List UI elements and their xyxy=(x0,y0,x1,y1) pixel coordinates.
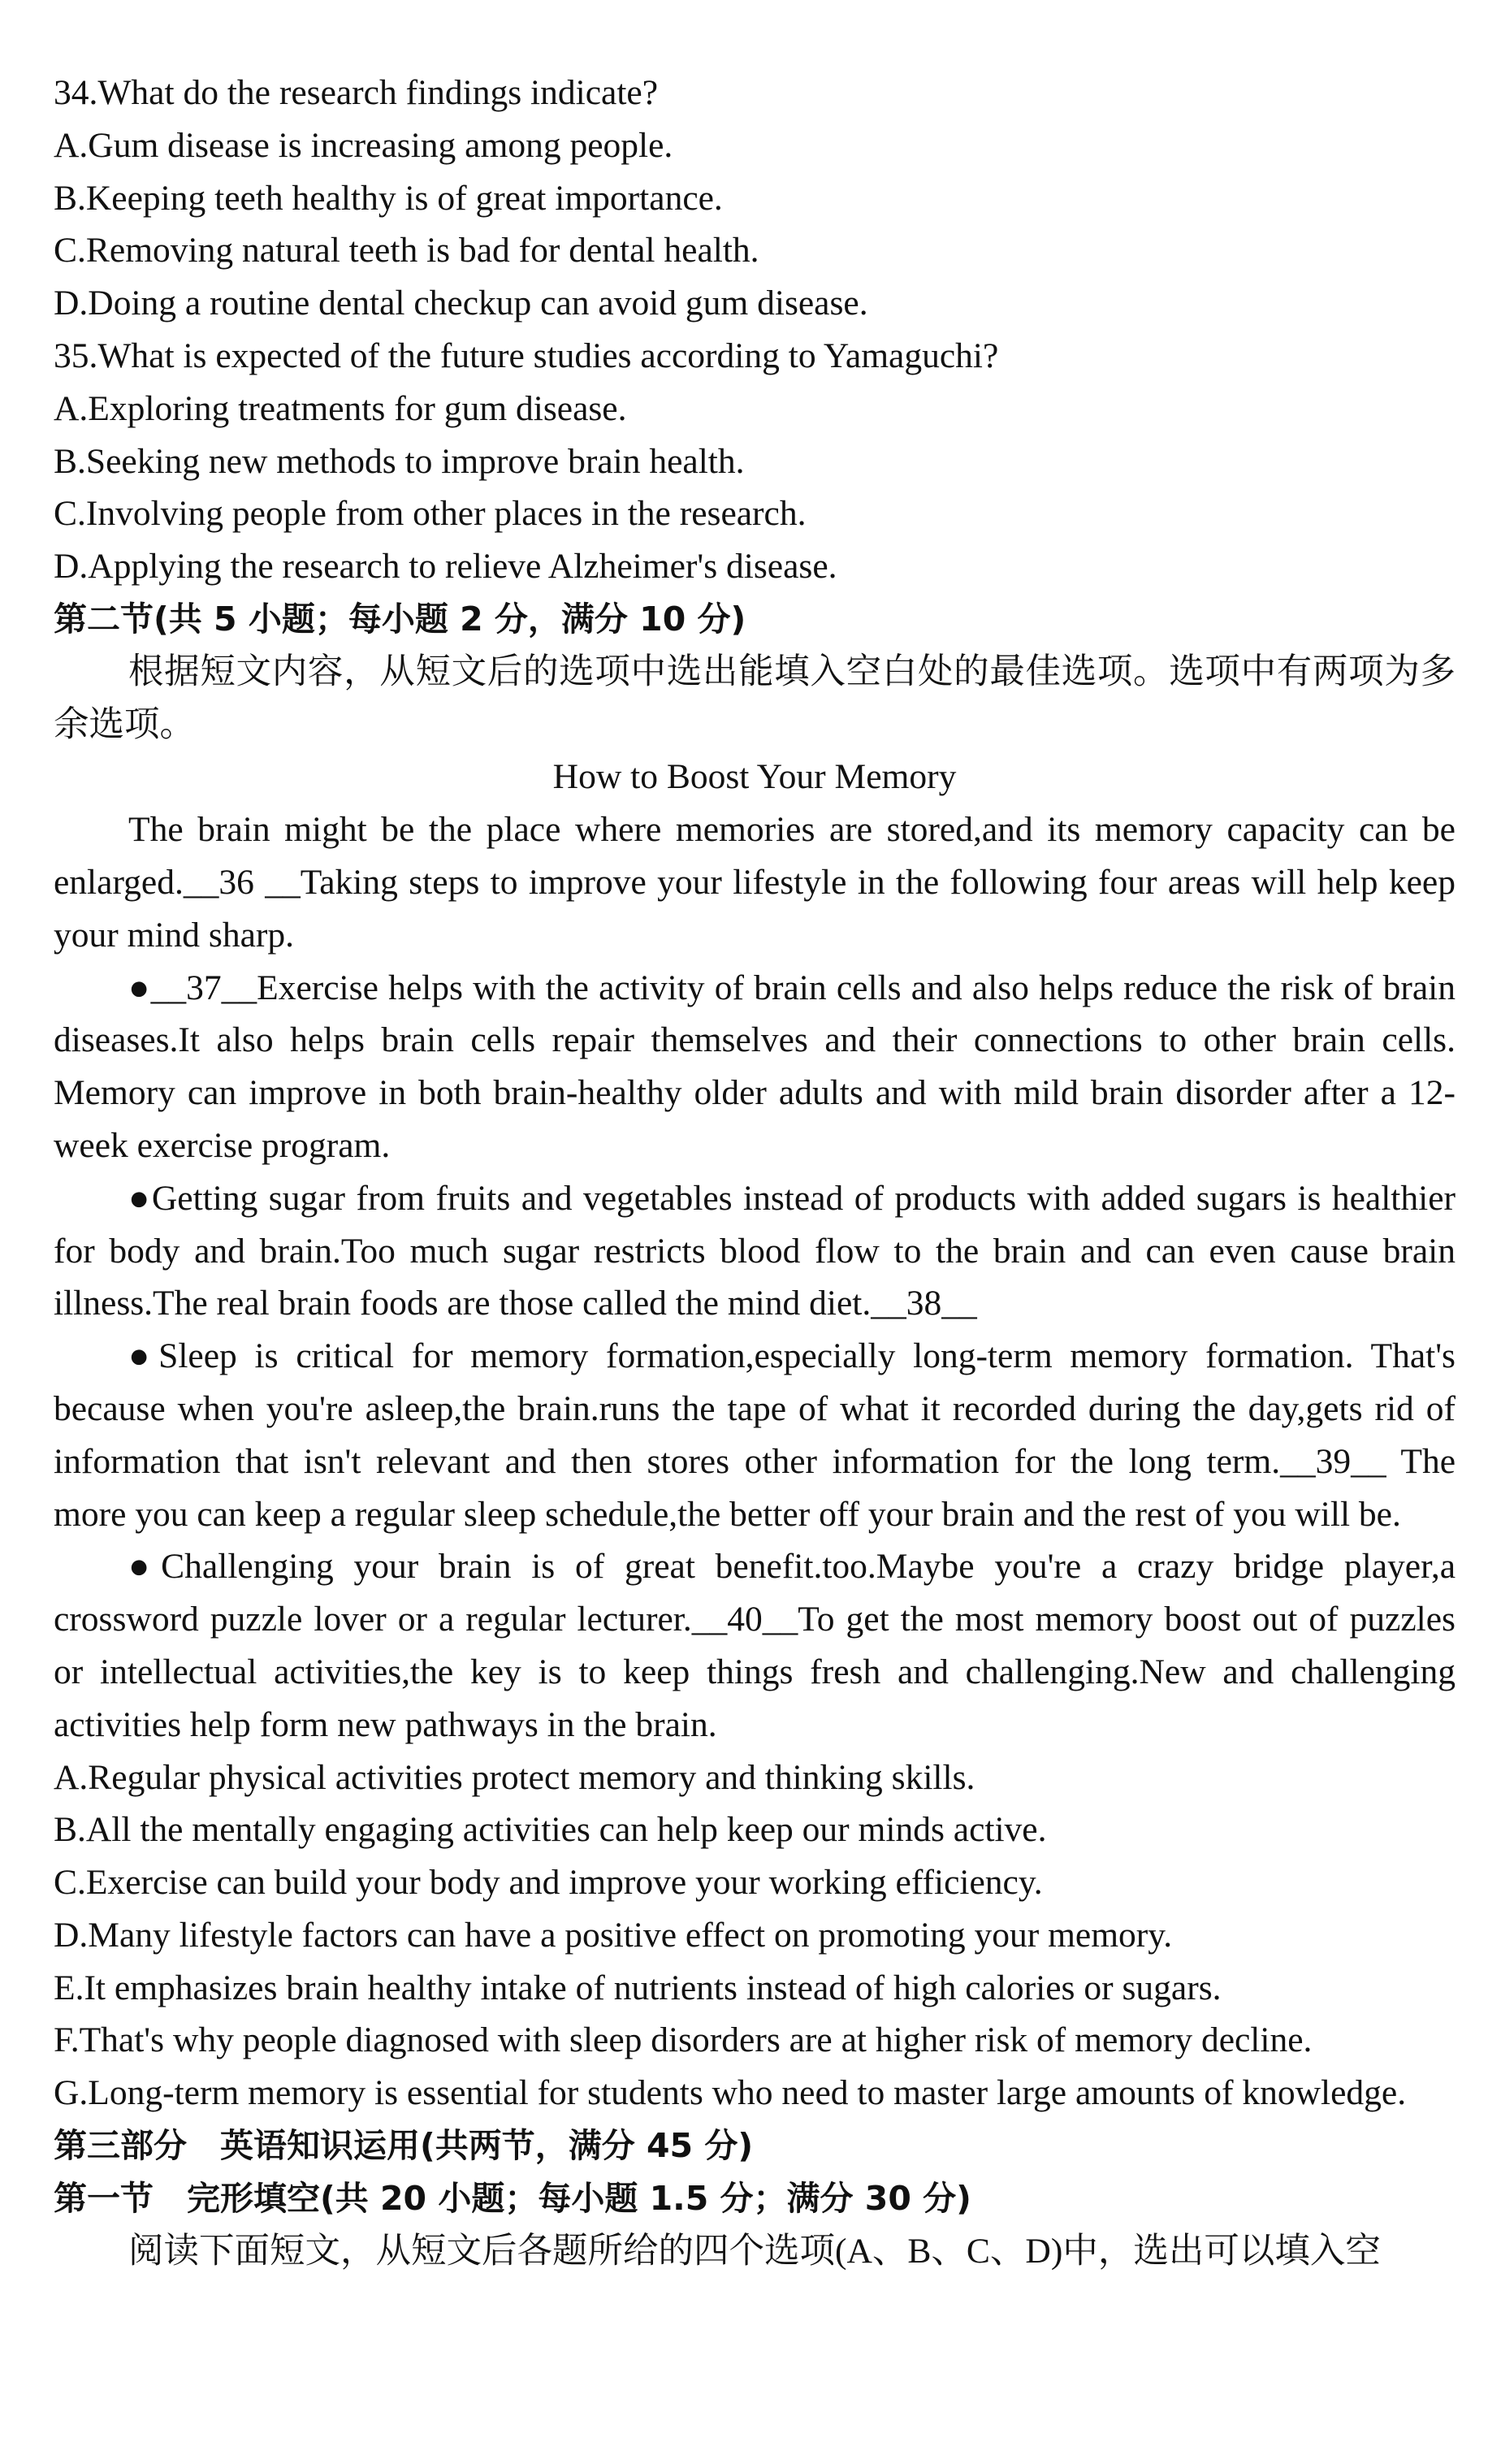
section-instruction: 根据短文内容，从短文后的选项中选出能填入空白处的最佳选项。选项中有两项为多余选项。 xyxy=(54,652,1456,744)
option-d: D.Doing a routine dental checkup can avoid gum disease. xyxy=(54,284,868,323)
option-a: A.Gum disease is increasing among people. xyxy=(54,125,673,165)
passage-paragraph-1: The brain might be the place where memories are stored,and its memory capacity can be enlarged.__36 __Taking steps to improve your lifestyle in the following four areas will help keep your mind sharp. xyxy=(54,810,1456,955)
question-34 xyxy=(54,67,1456,330)
subsection-instruction: 阅读下面短文，从短文后各题所给的四个选项(A、B、C、D)中，选出可以填入空 xyxy=(128,2231,1381,2271)
option-b: B.All the mentally engaging activities can help keep our minds active. xyxy=(54,1810,1047,1850)
passage-title: How to Boost Your Memory xyxy=(552,757,957,797)
question-stem: 35.What is expected of the future studies according to Yamaguchi? xyxy=(54,336,999,375)
option-d: D.Many lifestyle factors can have a positive effect on promoting your memory. xyxy=(54,1915,1173,1955)
answer-options xyxy=(54,1752,1456,2120)
option-a: A.Regular physical activities protect memory and thinking skills. xyxy=(54,1757,975,1797)
option-c: C.Involving people from other places in the research. xyxy=(54,494,807,534)
passage-paragraph-3: ●Getting sugar from fruits and vegetables instead of products with added sugars is healthier for body and brain.Too much sugar restricts blood flow to the brain and can even cause brain illness.The real brain foods are those called the mind diet.__38__ xyxy=(54,1178,1456,1323)
subsection-heading: 第一节 完形填空(共 20 小题；每小题 1.5 分；满分 30 分) xyxy=(54,2178,971,2218)
option-c: C.Removing natural teeth is bad for dental health. xyxy=(54,231,759,271)
question-stem: 34.What do the research findings indicate? xyxy=(54,73,659,112)
passage-paragraph-2: ●__37__Exercise helps with the activity of brain cells and also helps reduce the risk of brain diseases.It also helps brain cells repair themselves and their connections to other brain cells. Memory can improve in both brain-healthy older adults and with mild brain disorder after a 12-week exercise program. xyxy=(54,968,1456,1165)
option-c: C.Exercise can build your body and improve your working efficiency. xyxy=(54,1863,1043,1903)
passage-paragraph-4: ●Sleep is critical for memory formation,especially long-term memory formation. That's because when you're asleep,the brain.runs the tape of what it recorded during the day,gets rid of information that isn't relevant and then stores other information for the long term.__39__ The more you can keep a regular sleep schedule,the better off your brain and the rest of you will be. xyxy=(54,1336,1456,1534)
option-a: A.Exploring treatments for gum disease. xyxy=(54,388,627,428)
option-b: B.Seeking new methods to improve brain health. xyxy=(54,441,745,481)
part-heading: 第三部分 英语知识运用(共两节，满分 45 分) xyxy=(54,2126,754,2166)
option-g: G.Long-term memory is essential for students who need to master large amounts of knowledge. xyxy=(54,2073,1407,2113)
option-d: D.Applying the research to relieve Alzheimer's disease. xyxy=(54,547,837,587)
option-f: F.That's why people diagnosed with sleep disorders are at higher risk of memory decline. xyxy=(54,2020,1313,2060)
passage-paragraph-5: ●Challenging your brain is of great benefit.too.Maybe you're a crazy bridge player,a crossword puzzle lover or a regular lecturer.__40__To get the most memory boost out of puzzles or intellectual activities,the key is to keep things fresh and challenging.New and challenging activities help form new pathways in the brain. xyxy=(54,1547,1456,1744)
question-35 xyxy=(54,330,1456,593)
option-b: B.Keeping teeth healthy is of great importance. xyxy=(54,178,723,218)
option-e: E.It emphasizes brain healthy intake of nutrients instead of high calories or sugars. xyxy=(54,1968,1222,2007)
section-heading: 第二节(共 5 小题；每小题 2 分，满分 10 分) xyxy=(54,599,746,639)
